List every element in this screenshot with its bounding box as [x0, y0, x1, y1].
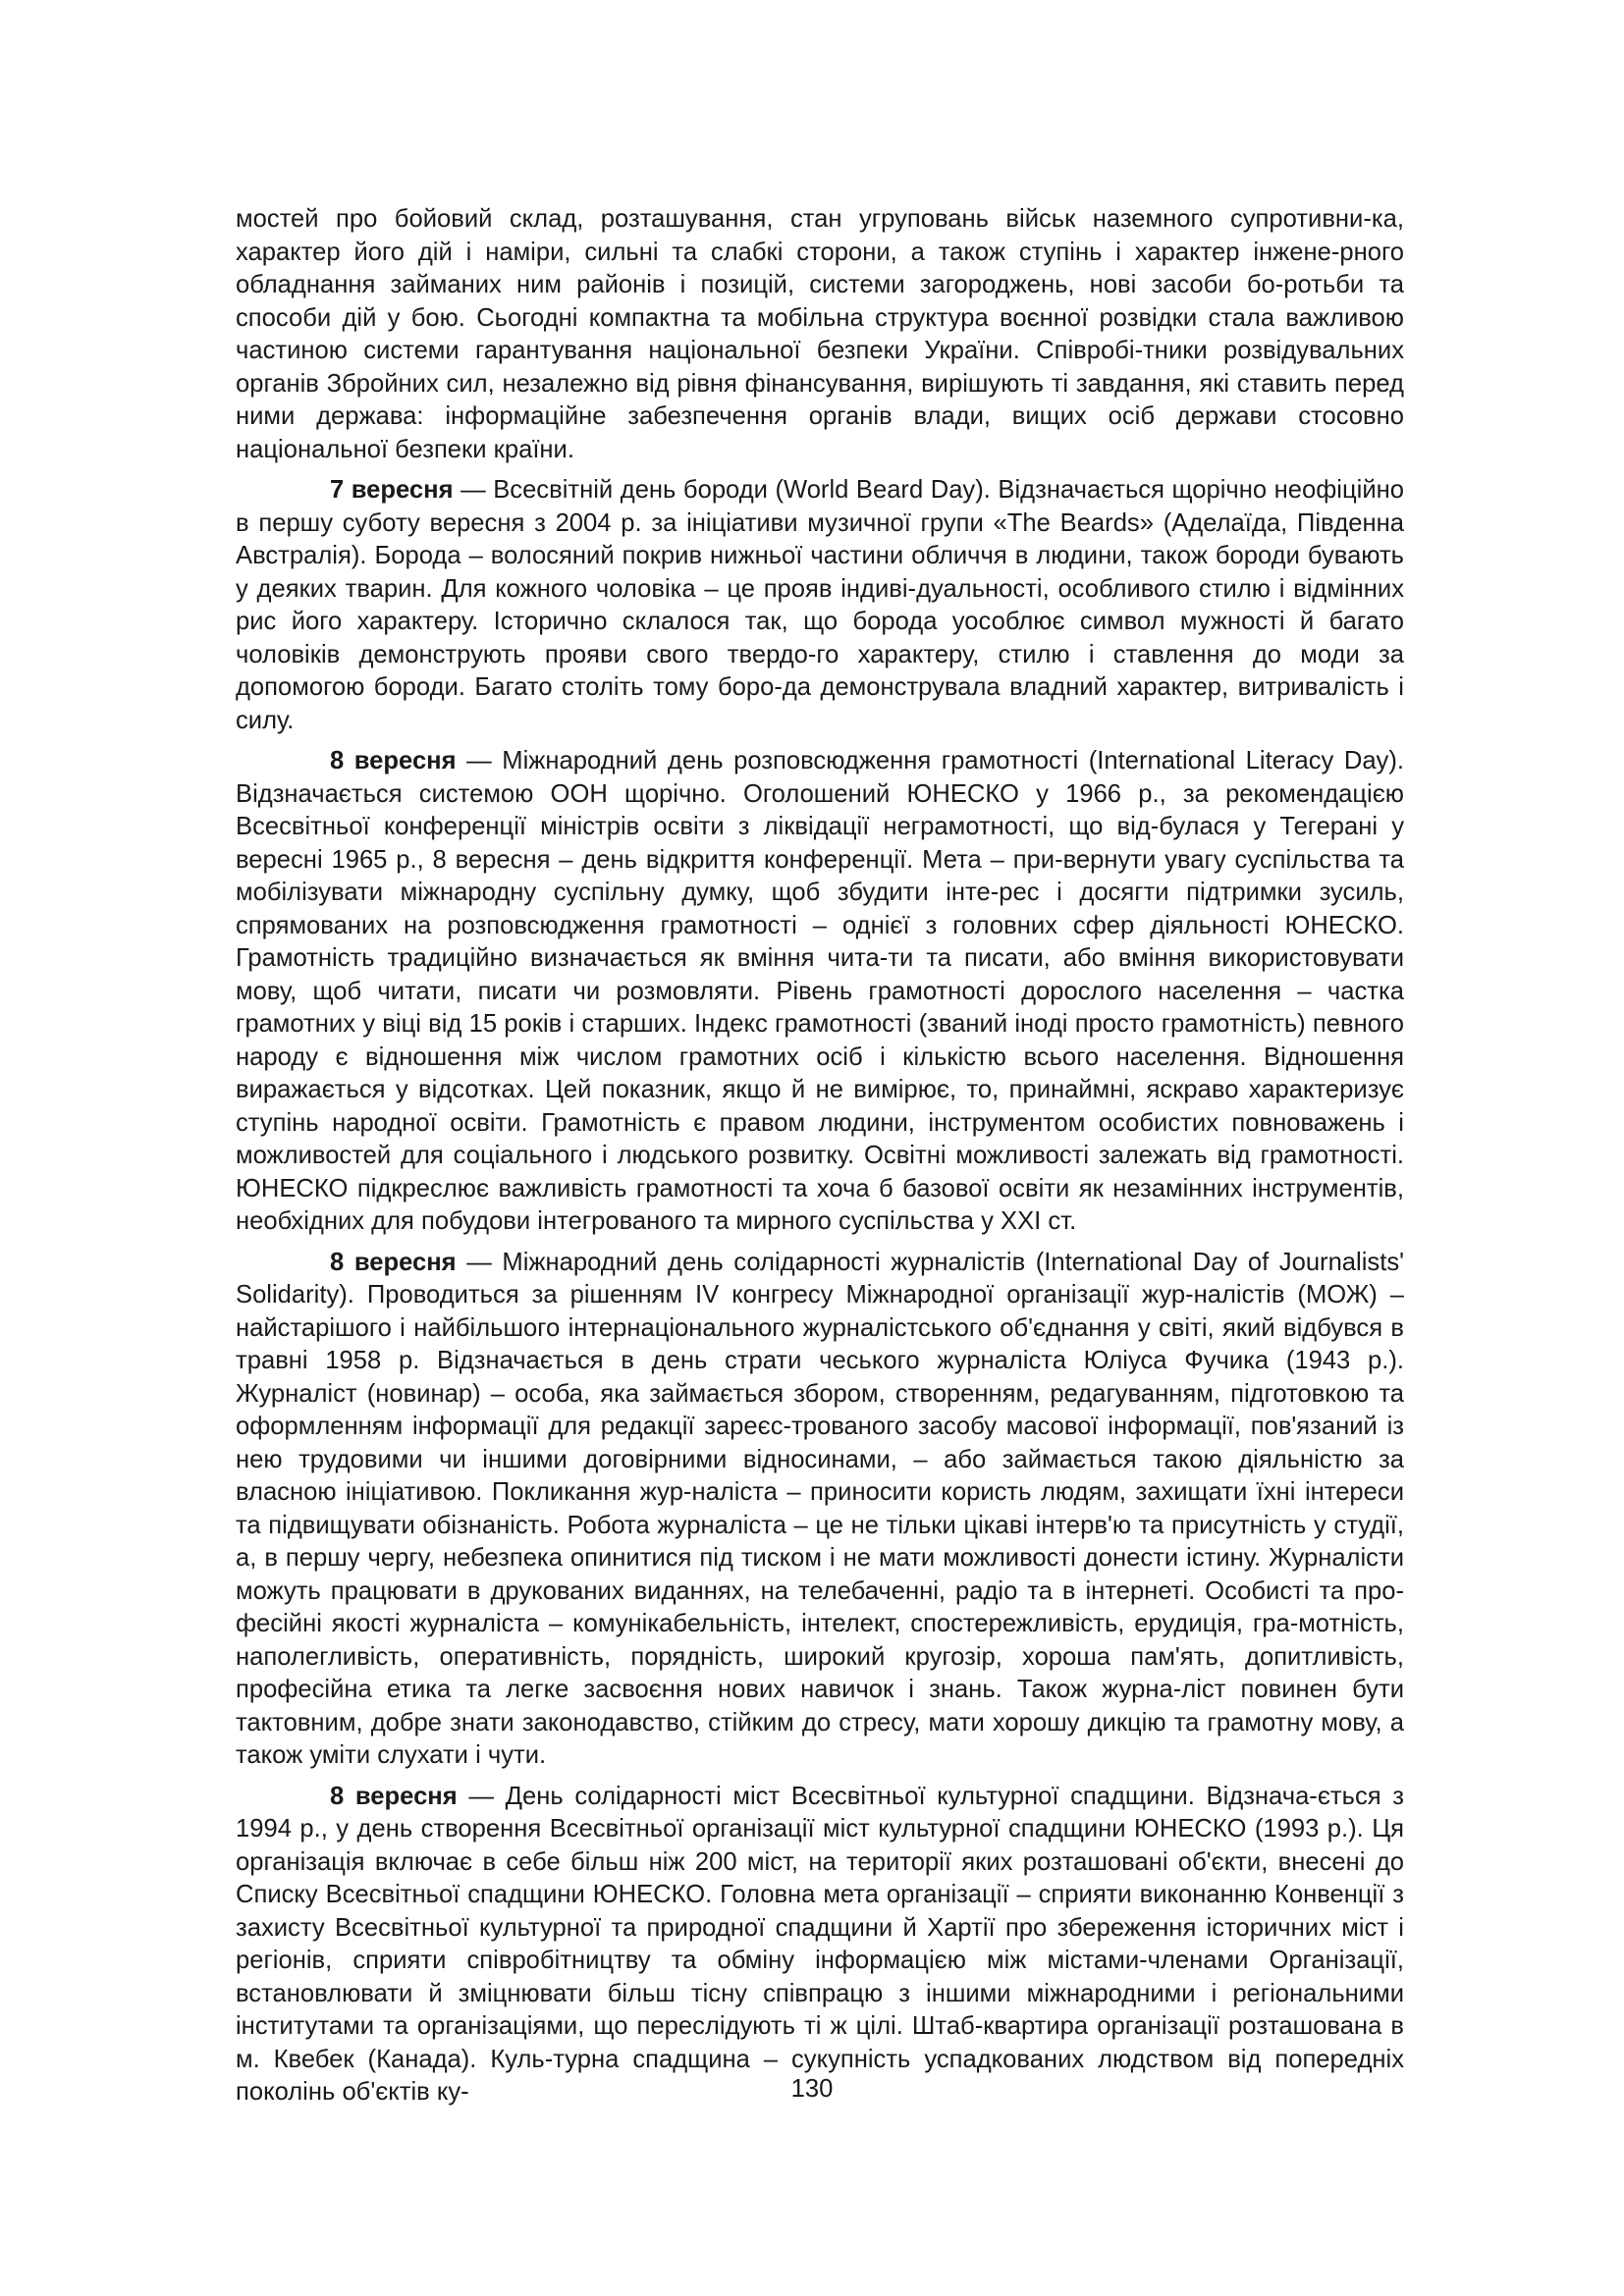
paragraph-text: — Всесвітній день бороди (World Beard Day). Відзначається щорічно неофіційно в першу суботу вересня з 2004 р. за ініціативи музичної групи «The Beards» (Аделаїда, Південна Австралія). Борода – волосяний покрив нижньої частини обличчя в людини, також бороди бувають у деяких тварин. Для кожного чоловіка – це прояв індиві-дуальності, особливого стилю і відмінних рис його характеру. Історично склалося так, що борода уособлює символ мужності й багато чоловіків демонструють прояви свого твердо-го характеру, стилю і ставлення до моди за допомогою бороди. Багато століть тому боро-да демонструвала владний характер, витривалість і силу. [236, 476, 1405, 734]
paragraph-world-beard-day [236, 474, 1404, 737]
paragraph-text: мостей про бойовий склад, розташування, стан угруповань військ наземного супротивни-ка, характер його дій і наміри, сильні та слабкі сторони, а також ступінь і характер інжене-рного обладнання займаних ним районів і позицій, системи загороджень, нові засоби бо-ротьби та способи дій у бою. Сьогодні компактна та мобільна структура воєнної розвідки стала важливою частиною системи гарантування національної безпеки України. Співробі-тники розвідувальних органів Збройних сил, незалежно від рівня фінансування, вирішують ті завдання, які ставить перед ними держава: інформаційне забезпечення органів влади, вищих осіб держави стосовно національної безпеки країни. [236, 205, 1404, 463]
paragraph-continuation [236, 203, 1404, 466]
paragraph-date: 7 вересня [330, 476, 454, 504]
paragraph-literacy-day [236, 745, 1404, 1239]
page-number: 130 [790, 2075, 834, 2103]
paragraph-heritage-cities-day [236, 1781, 1404, 2109]
paragraph-date: 8 вересня [330, 1248, 457, 1276]
paragraph-text: — День солідарності міст Всесвітньої культурної спадщини. Відзнача-ється з 1994 р., у день створення Всесвітньої організації міст культурної спадщини ЮНЕСКО (1993 р.). Ця організація включає в себе більш ніж 200 міст, на території яких розташовані об'єкти, внесені до Списку Всесвітньої спадщини ЮНЕСКО. Головна мета організації – сприяти виконанню Конвенції з захисту Всесвітньої культурної та природної спадщини й Хартії про збереження історичних міст і регіонів, сприяти співробітництву та обміну інформацією між містами-членами Організації, встановлювати й зміцнювати більш тісну співпрацю з іншими міжнародними і регіональними інститутами та організаціями, що переслідують ті ж цілі. Штаб-квартира організації розташована в м. Квебек (Канада). Куль-турна спадщина – сукупність успадкованих людством від попередніх поколінь об'єктів ку- [236, 1782, 1404, 2106]
paragraph-text: — Міжнародний день солідарності журналістів (International Day of Journalists' Solidarity). Проводиться за рішенням IV конгресу Міжнародної організації жур-налістів (МОЖ) – найстарішого і найбільшого інтернаціонального журналістського об'єднання у світі, який відбувся в травні 1958 р. Відзначається в день страти чеського журналіста Юліуса Фучика (1943 р.). Журналіст (новинар) – особа, яка займається збором, створенням, редагуванням, підготовкою та оформленням інформації для редакції зареєс-трованого засобу масової інформації, пов'язаний із нею трудовими чи іншими договірними відносинами, – або займається такою діяльністю за власною ініціативою. Покликання жур-наліста – приносити користь людям, захищати їхні інтереси та підвищувати обізнаність. Робота журналіста – це не тільки цікаві інтерв'ю та присутність у студії, а, в першу чергу, небезпека опинитися під тиском і не мати можливості донести істину. Журналісти можуть працювати в друкованих виданнях, на телебаченні, радіо та в інтернеті. Особисті та про-фесійні якості журналіста – комунікабельність, інтелект, спостережливість, ерудиція, гра-мотність, наполегливість, оперативність, порядність, широкий кругозір, хороша пам'ять, допитливість, професійна етика та легке засвоєння нових навичок і знань. Також журна-ліст повинен бути тактовним, добре знати законодавство, стійким до стресу, мати хорошу дикцію та грамотну мову, а також уміти слухати і чути. [236, 1248, 1405, 1769]
paragraph-text: — Міжнародний день розповсюдження грамотності (International Literacy Day). Відзначається системою ООН щорічно. Оголошений ЮНЕСКО у 1966 р., за рекомендацією Всесвітньої конференції міністрів освіти з ліквідації неграмотності, що від-булася у Тегерані у вересні 1965 р., 8 вересня – день відкриття конференції. Мета – при-вернути увагу суспільства та мобілізувати міжнародну суспільну думку, щоб збудити інте-рес і досягти підтримки зусиль, спрямованих на розповсюдження грамотності – однієї з головних сфер діяльності ЮНЕСКО. Грамотність традиційно визначається як вміння чита-ти та писати, або вміння використовувати мову, щоб читати, писати чи розмовляти. Рівень грамотності дорослого населення – частка грамотних у віці від 15 років і старших. Індекс грамотності (званий іноді просто грамотність) певного народу є відношення між числом грамотних осіб і кількістю всього населення. Відношення виражається у відсотках. Цей показник, якщо й не вимірює, то, принаймні, яскраво характеризує ступінь народної освіти. Грамотність є правом людини, інструментом особистих повноважень і можливостей для соціального і людського розвитку. Освітні можливості залежать від грамотності. ЮНЕСКО підкреслює важливість грамотності та хоча б базової освіти як незамінних інструментів, необхідних для побудови інтегрованого та мирного суспільства у XXI ст. [236, 747, 1404, 1235]
paragraph-date: 8 вересня [330, 1782, 458, 1810]
paragraph-journalists-solidarity-day [236, 1247, 1404, 1773]
paragraph-date: 8 вересня [330, 747, 457, 774]
document-page [236, 203, 1404, 2117]
